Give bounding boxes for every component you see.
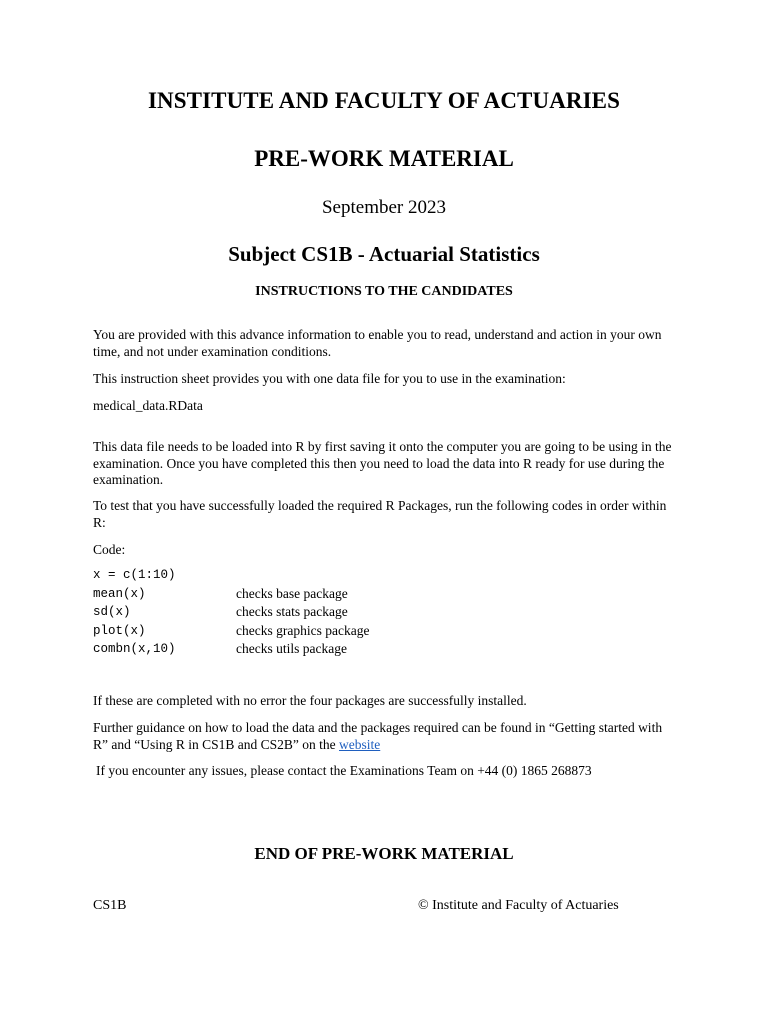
paragraph-further-guidance xyxy=(93,720,673,753)
code-description: checks base package xyxy=(236,585,348,601)
code-text: sd(x) xyxy=(93,605,131,619)
code-text: x = c(1:10) xyxy=(93,568,176,582)
paragraph-advance-info: You are provided with this advance information to enable you to read, understand and action in your own time, and not under examination conditions. xyxy=(93,327,662,359)
code-description: checks stats package xyxy=(236,604,348,619)
material-title: PRE-WORK MATERIAL xyxy=(254,146,514,171)
code-text: plot(x) xyxy=(93,623,146,638)
data-file-name: medical_data.RData xyxy=(93,398,203,413)
subject-title: Subject CS1B - Actuarial Statistics xyxy=(228,242,540,266)
code-row xyxy=(93,566,593,585)
code-description: checks graphics package xyxy=(236,622,370,638)
code-row xyxy=(93,585,593,604)
paragraph-test-packages: To test that you have successfully loaded the required R Packages, run the following codes in order within R: xyxy=(93,498,667,530)
code-row xyxy=(93,640,593,659)
paragraph-data-file-intro: This instruction sheet provides you with one data file for you to use in the examination: xyxy=(93,371,566,386)
website-link[interactable]: website xyxy=(339,736,381,752)
footer-subject-code: CS1B xyxy=(93,898,127,913)
end-heading: END OF PRE-WORK MATERIAL xyxy=(254,844,514,863)
code-description: checks utils package xyxy=(236,641,347,656)
code-label: Code: xyxy=(93,542,126,557)
code-block xyxy=(93,566,593,659)
paragraph-load-instructions: This data file needs to be loaded into R by first saving it onto the computer you are going to be using in the examination. Once you have completed this then you need to load the data into R ready for use during the examination. xyxy=(93,439,672,487)
code-text: combn(x,10) xyxy=(93,642,176,656)
instructions-heading: INSTRUCTIONS TO THE CANDIDATES xyxy=(255,284,513,299)
guidance-text: Further guidance on how to load the data and the packages required can be found in “Getting started with R” and “Using R in CS1B and CS2B” on the xyxy=(93,720,663,752)
institute-title: INSTITUTE AND FACULTY OF ACTUARIES xyxy=(147,88,621,113)
code-text: mean(x) xyxy=(93,586,146,601)
paragraph-contact: If you encounter any issues, please contact the Examinations Team on +44 (0) 1865 268873 xyxy=(96,763,592,778)
exam-date: September 2023 xyxy=(321,197,446,218)
code-row xyxy=(93,622,593,641)
paragraph-success: If these are completed with no error the four packages are successfully installed. xyxy=(93,693,527,708)
code-row xyxy=(93,603,593,622)
footer-copyright: © Institute and Faculty of Actuaries xyxy=(418,898,619,913)
